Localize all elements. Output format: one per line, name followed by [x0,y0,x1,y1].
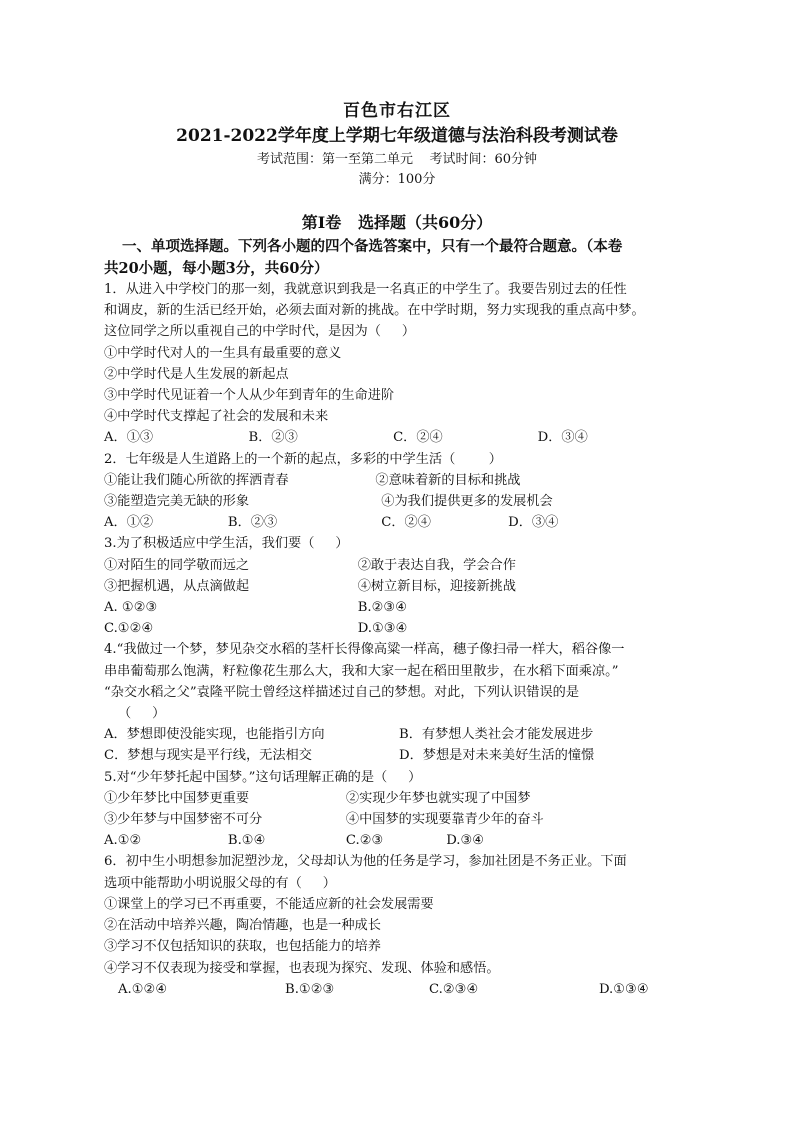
option-b: B．有梦想人类社会才能发展进步 [399,727,594,743]
statement-2: ②实现少年梦也就实现了中国梦 [345,790,531,806]
question-1-stem: 和调皮，新的生活已经开始，必须去面对新的挑战。在中学时期，努力实现我的重点高中梦。 [104,303,645,319]
option-d: D.①③④ [357,621,408,637]
exam-content [104,236,694,1000]
option-b: B.①②③ [285,981,335,997]
question-2-options [104,512,694,533]
question-6-stem: 选项中能帮助小明说服父母的有（ ） [104,875,336,891]
option-c: C.②③ [345,833,384,849]
statement-3: ③少年梦与中国梦密不可分 [104,812,263,828]
option-a: A.①②④ [118,981,168,997]
question-1-stem: 这位同学之所以重视自己的中学时代，是因为（ ） [104,324,416,340]
exam-full-score: 满分：100分 [358,172,436,187]
question-6-options [104,979,694,1000]
question-2-statements [104,491,694,512]
question-6-statement: ②在活动中培养兴趣，陶冶情趣，也是一种成长 [104,918,381,934]
option-a: A．①③ [104,430,154,446]
option-b: B.②③④ [357,600,408,616]
question-3-stem: 3.为了积极适应中学生活，我们要（ ） [104,536,349,552]
question-1-stem: 1．从进入中学校门的那一刻，我就意识到我是一名真正的中学生了。我要告别过去的任性 [104,282,627,297]
question-5-stem: 5.对“少年梦托起中国梦。”这句话理解正确的是（ ） [104,769,422,785]
question-5-statements [104,788,694,809]
question-1-statement: ①中学时代对人的一生具有最重要的意义 [104,345,342,361]
question-4-stem: 4.“我做过一个梦，梦见杂交水稻的茎杆长得像高粱一样高，穗子像扫帚一样大，稻谷像一 [104,642,625,658]
option-b: B.①④ [227,833,266,849]
question-1-statement: ④中学时代支撑起了社会的发展和未来 [104,409,329,425]
question-1-statement: ②中学时代是人生发展的新起点 [104,366,289,382]
question-6-stem: 6．初中生小明想参加泥塑沙龙，父母却认为他的任务是学习，参加社团是不务正业。下面 [104,854,627,870]
statement-3: ③把握机遇，从点滴做起 [104,578,250,594]
question-5-statements [104,809,694,830]
option-c: C．梦想与现实是平行线，无法相交 [104,748,312,764]
question-3-options [104,618,694,639]
instruction-line: 共20小题，每小题3分，共60分） [104,259,329,277]
question-6-statement: ①课堂上的学习已不再重要，不能适应新的社会发展需要 [104,896,434,912]
option-a: A. ①②③ [104,600,158,616]
question-5-options [104,830,694,851]
exam-title: 2021-2022学年度上学期七年级道德与法治科段考测试卷 [176,126,618,146]
option-b: B．②③ [227,515,278,531]
question-4-stem: （ ） [118,706,166,722]
statement-3: ③能塑造完美无缺的形象 [104,494,250,510]
option-d: D．③④ [508,515,559,531]
statement-2: ②敢于表达自我，学会合作 [357,557,516,573]
question-4-stem: “杂交水稻之父”袁隆平院士曾经这样描述过自己的梦想。对此，下列认识错误的是 [104,684,580,700]
question-3-statements [104,576,694,597]
question-3-options [104,597,694,618]
option-a: A.①② [104,833,142,849]
option-a: A．梦想即使没能实现，也能指引方向 [104,727,325,743]
option-c: C.①②④ [104,621,154,637]
statement-2: ②意味着新的目标和挑战 [375,472,521,488]
question-4-options [104,724,694,745]
question-6-statement: ③学习不仅包括知识的获取，也包括能力的培养 [104,939,381,955]
option-d: D．梦想是对未来美好生活的憧憬 [399,748,595,764]
statement-4: ④树立新目标，迎接新挑战 [357,578,516,594]
question-6-statement: ④学习不仅表现为接受和掌握，也表现为探究、发现、体验和感悟。 [104,960,500,976]
option-c: C．②④ [393,430,443,446]
option-d: D．③④ [537,430,588,446]
section-title: 第Ⅰ卷 选择题（共60分） [301,213,493,232]
exam-scope-time: 考试范围：第一至第二单元 考试时间：60分钟 [256,152,538,167]
option-d: D.①③④ [598,981,649,997]
question-4-stem: 串串葡萄那么饱满，籽粒像花生那么大，我和大家一起在稻田里散步，在水稻下面乘凉。” [104,663,619,679]
statement-1: ①对陌生的同学敬而远之 [104,557,250,573]
option-c: C．②④ [381,515,431,531]
question-1-statement: ③中学时代见证着一个人从少年到青年的生命进阶 [104,388,395,404]
option-d: D.③④ [446,833,485,849]
statement-4: ④中国梦的实现要靠青少年的奋斗 [345,812,544,828]
exam-title-district: 百色市右江区 [343,101,451,121]
statement-4: ④为我们提供更多的发展机会 [381,494,553,510]
instruction-line: 一、单项选择题。下列各小题的四个备选答案中，只有一个最符合题意。（本卷 [122,238,623,255]
option-c: C.②③④ [429,981,479,997]
question-3-statements [104,555,694,576]
question-4-options [104,745,694,766]
option-b: B．②③ [248,430,298,446]
question-2-stem: 2．七年级是人生道路上的一个新的起点，多彩的中学生活（ ） [104,451,502,467]
option-a: A．①② [104,515,154,531]
question-1-options [104,427,694,448]
statement-1: ①少年梦比中国梦更重要 [104,790,250,806]
statement-1: ①能让我们随心所欲的挥洒青春 [104,472,289,488]
question-2-statements [104,470,694,491]
